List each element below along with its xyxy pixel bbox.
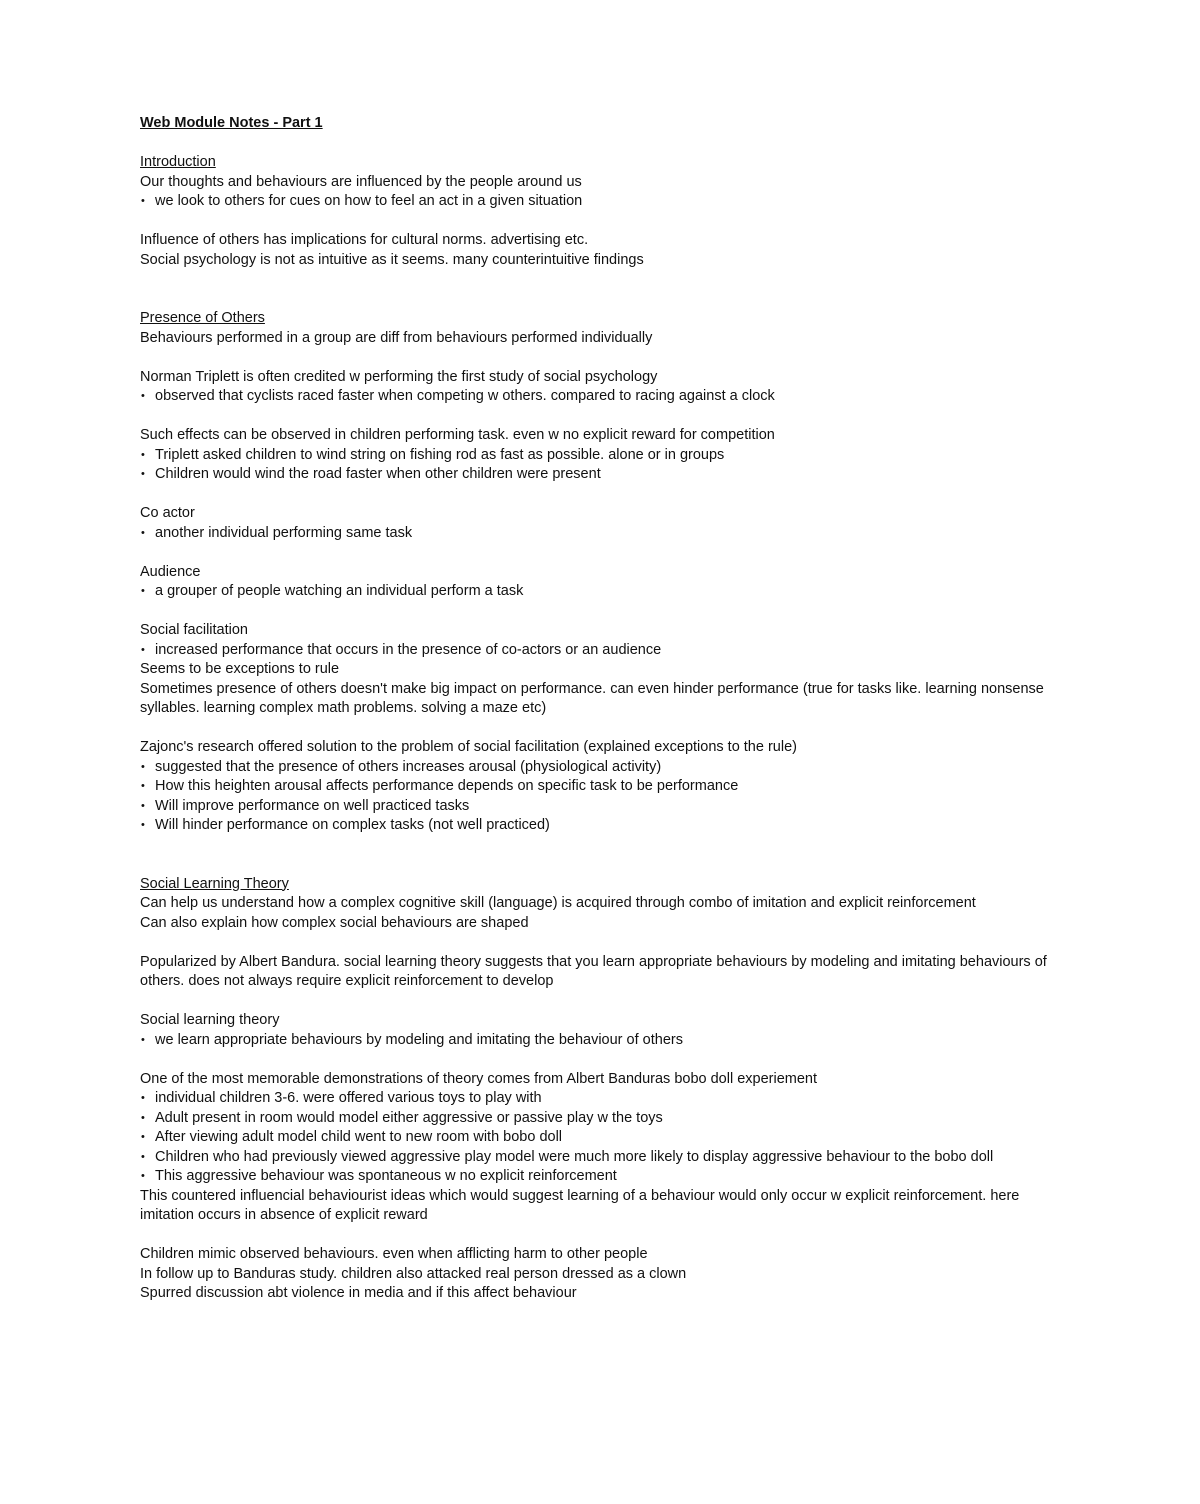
bullet-item: • How this heighten arousal affects performance depends on specific task to be performance xyxy=(140,777,1060,797)
bullet-item: • Will improve performance on well practiced tasks xyxy=(140,797,1060,817)
paragraph-line: Such effects can be observed in children performing task. even w no explicit reward for competition xyxy=(140,427,775,443)
paragraph-line: Zajonc's research offered solution to the problem of social facilitation (explained exceptions to the rule) xyxy=(140,739,797,755)
term-social-learning-theory: Social learning theory xyxy=(140,1012,280,1028)
paragraph-line: Sometimes presence of others doesn't make big impact on performance. can even hinder performance (true for tasks like. learning nonsense syllables. learning complex math problems. solving a maze etc) xyxy=(140,680,1044,716)
bullet-item: • increased performance that occurs in the presence of co-actors or an audience xyxy=(140,641,1060,661)
paragraph-line: Spurred discussion abt violence in media and if this affect behaviour xyxy=(140,1285,577,1301)
bullet-item: • suggested that the presence of others increases arousal (physiological activity) xyxy=(140,758,1060,778)
bullet-item: • This aggressive behaviour was spontaneous w no explicit reinforcement xyxy=(140,1167,1060,1187)
paragraph-line: Can help us understand how a complex cognitive skill (language) is acquired through combo of imitation and explicit reinforcement xyxy=(140,895,976,911)
bullet-item: • Children would wind the road faster when other children were present xyxy=(140,465,1060,485)
section-heading-presence-of-others: Presence of Others xyxy=(140,310,265,326)
paragraph-line: Can also explain how complex social behaviours are shaped xyxy=(140,914,529,931)
bullet-item: • After viewing adult model child went to new room with bobo doll xyxy=(140,1128,1060,1148)
paragraph-line: Norman Triplett is often credited w performing the first study of social psychology xyxy=(140,368,658,385)
document-title: Web Module Notes - Part 1 xyxy=(140,115,323,131)
paragraph-line: Social psychology is not as intuitive as it seems. many counterintuitive findings xyxy=(140,251,644,268)
term-co-actor: Co actor xyxy=(140,505,195,521)
bullet-item: • another individual performing same task xyxy=(140,524,1060,544)
term-audience: Audience xyxy=(140,563,201,580)
paragraph-line: Popularized by Albert Bandura. social learning theory suggests that you learn appropriate behaviours by modeling and imitating behaviours of others. does not always require explicit reinforcement to develop xyxy=(140,953,1047,989)
bullet-item: • we learn appropriate behaviours by modeling and imitating the behaviour of others xyxy=(140,1031,1060,1051)
bullet-item: • Children who had previously viewed aggressive play model were much more likely to display aggressive behaviour to the bobo doll xyxy=(140,1148,1060,1168)
bullet-item: • Will hinder performance on complex tasks (not well practiced) xyxy=(140,816,1060,836)
bullet-item: • a grouper of people watching an individual perform a task xyxy=(140,582,1060,602)
term-social-facilitation: Social facilitation xyxy=(140,622,248,638)
bullet-item: • Triplett asked children to wind string on fishing rod as fast as possible. alone or in groups xyxy=(140,446,1060,466)
paragraph-line: This countered influencial behaviourist ideas which would suggest learning of a behaviour would only occur w explicit reinforcement. here imitation occurs in absence of explicit reward xyxy=(140,1187,1020,1223)
paragraph-line: In follow up to Banduras study. children also attacked real person dressed as a clown xyxy=(140,1265,687,1282)
paragraph-line: One of the most memorable demonstrations of theory comes from Albert Banduras bobo doll experiement xyxy=(140,1070,818,1087)
section-heading-social-learning-theory: Social Learning Theory xyxy=(140,875,289,892)
paragraph-line: Seems to be exceptions to rule xyxy=(140,661,340,677)
document-page xyxy=(140,114,1060,1304)
section-heading-introduction: Introduction xyxy=(140,154,216,170)
bullet-item: • we look to others for cues on how to feel an act in a given situation xyxy=(140,192,1060,212)
bullet-item: • observed that cyclists raced faster when competing w others. compared to racing against a clock xyxy=(140,387,1060,407)
paragraph-line: Our thoughts and behaviours are influenced by the people around us xyxy=(140,173,582,190)
paragraph-line: Children mimic observed behaviours. even when afflicting harm to other people xyxy=(140,1246,648,1262)
paragraph-line: Behaviours performed in a group are diff from behaviours performed individually xyxy=(140,329,653,346)
bullet-item: • individual children 3-6. were offered various toys to play with xyxy=(140,1089,1060,1109)
bullet-item: • Adult present in room would model either aggressive or passive play w the toys xyxy=(140,1109,1060,1129)
paragraph-line: Influence of others has implications for cultural norms. advertising etc. xyxy=(140,232,589,248)
